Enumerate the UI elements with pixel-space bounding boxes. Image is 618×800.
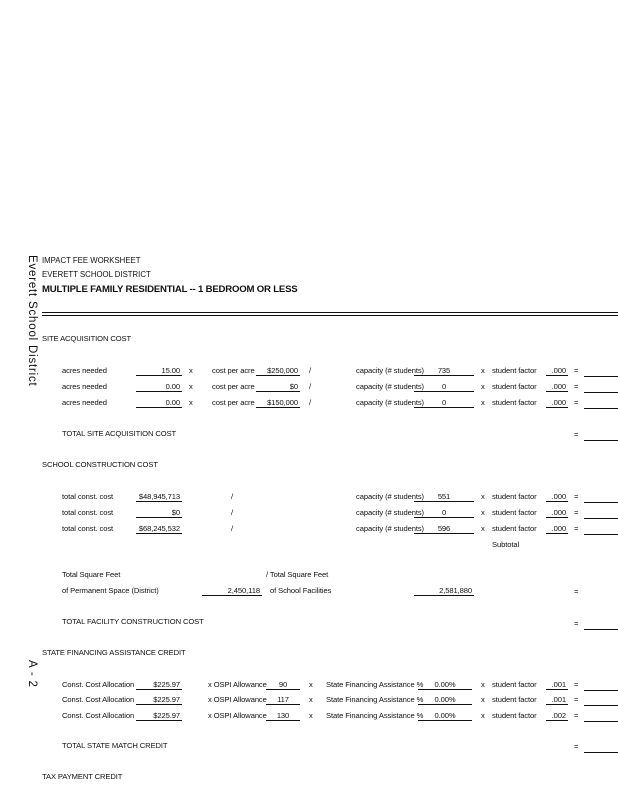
capacity-label: capacity (# students) xyxy=(356,492,424,501)
sqft-label-district-a: Total Square Feet xyxy=(62,570,121,579)
sf-label: student factor xyxy=(492,366,537,375)
equals: = xyxy=(574,524,579,533)
op: x xyxy=(189,398,193,407)
sqft-label-facilities-a: / Total Square Feet xyxy=(266,570,329,579)
sf-label: student factor xyxy=(492,680,537,689)
capacity-label: capacity (# students) xyxy=(356,366,424,375)
cost-label: cost per acre xyxy=(212,382,255,391)
sqft-label-district-b: of Permanent Space (District) xyxy=(62,586,159,595)
equals: = xyxy=(574,398,579,407)
row-label: Const. Cost Allocation xyxy=(62,711,135,720)
ospi-label: x OSPI Allowance xyxy=(208,680,267,689)
sf-value: .000 xyxy=(546,382,568,392)
site-heading: SITE ACQUISITION COST xyxy=(42,334,132,343)
row-value: 0.00 xyxy=(136,382,182,392)
op: x xyxy=(481,695,485,704)
sf-value: .000 xyxy=(546,366,568,376)
op: / xyxy=(231,508,234,517)
op: / xyxy=(309,366,312,375)
cost-label: cost per acre xyxy=(212,366,255,375)
op: x xyxy=(481,366,485,375)
op: / xyxy=(231,524,234,533)
header-divider-2 xyxy=(42,315,618,316)
equals: = xyxy=(574,587,579,596)
sfa-value: 0.00% xyxy=(418,711,472,721)
sqft-value-facilities: 2,581,880 xyxy=(414,586,474,596)
equals: = xyxy=(574,366,579,375)
capacity-label: capacity (# students) xyxy=(356,524,424,533)
sfa-label: State Financing Assistance % xyxy=(326,680,424,689)
capacity-value: 0 xyxy=(414,382,474,392)
row-label: Const. Cost Allocation xyxy=(62,695,135,704)
construction-total-label: TOTAL FACILITY CONSTRUCTION COST xyxy=(62,617,204,626)
sf-label: student factor xyxy=(492,492,537,501)
worksheet-label: IMPACT FEE WORKSHEET xyxy=(42,256,141,265)
result-blank xyxy=(584,508,618,519)
capacity-value: 735 xyxy=(414,366,474,376)
tax-heading: TAX PAYMENT CREDIT xyxy=(42,772,123,781)
op: x xyxy=(481,524,485,533)
construction-total-blank xyxy=(584,619,618,630)
sf-value: .002 xyxy=(546,711,568,721)
site-total-blank xyxy=(584,430,618,441)
state-total-label: TOTAL STATE MATCH CREDIT xyxy=(62,741,168,750)
site-total-label: TOTAL SITE ACQUISITION COST xyxy=(62,429,177,438)
op: x xyxy=(481,398,485,407)
op: / xyxy=(309,382,312,391)
page-title: MULTIPLE FAMILY RESIDENTIAL -- 1 BEDROOM OR LESS xyxy=(42,284,298,295)
op: x xyxy=(309,695,313,704)
equals: = xyxy=(574,695,579,704)
sf-label: student factor xyxy=(492,398,537,407)
op: x xyxy=(481,492,485,501)
district-label: EVERETT SCHOOL DISTRICT xyxy=(42,270,151,279)
sfa-value: 0.00% xyxy=(418,695,472,705)
cost-value: $250,000 xyxy=(256,366,300,376)
row-label: acres needed xyxy=(62,382,107,391)
cost-value: $150,000 xyxy=(256,398,300,408)
row-value: 0.00 xyxy=(136,398,182,408)
sf-label: student factor xyxy=(492,711,537,720)
ospi-value: 130 xyxy=(266,711,300,721)
result-blank xyxy=(584,366,618,377)
ospi-label: x OSPI Allowance xyxy=(208,711,267,720)
sf-label: student factor xyxy=(492,524,537,533)
op: x xyxy=(189,382,193,391)
sqft-label-facilities-b: of School Facilities xyxy=(270,586,332,595)
op: x xyxy=(481,508,485,517)
row-value: $48,945,713 xyxy=(136,492,182,502)
capacity-label: capacity (# students) xyxy=(356,398,424,407)
subtotal-label: Subtotal xyxy=(492,540,520,549)
ospi-label: x OSPI Allowance xyxy=(208,695,267,704)
capacity-label: capacity (# students) xyxy=(356,508,424,517)
sfa-value: 0.00% xyxy=(418,680,472,690)
op: x xyxy=(309,680,313,689)
equals: = xyxy=(574,508,579,517)
op: x xyxy=(481,382,485,391)
sf-label: student factor xyxy=(492,508,537,517)
equals: = xyxy=(574,619,579,628)
state-heading: STATE FINANCING ASSISTANCE CREDIT xyxy=(42,648,186,657)
sf-value: .000 xyxy=(546,508,568,518)
row-label: total const. cost xyxy=(62,524,114,533)
sf-value: .000 xyxy=(546,492,568,502)
sqft-value-district: 2,450,118 xyxy=(202,586,262,596)
side-page-number: A - 2 xyxy=(26,660,38,688)
op: / xyxy=(309,398,312,407)
capacity-value: 551 xyxy=(414,492,474,502)
equals: = xyxy=(574,492,579,501)
sf-label: student factor xyxy=(492,695,537,704)
row-label: Const. Cost Allocation xyxy=(62,680,135,689)
op: x xyxy=(189,366,193,375)
ospi-value: 117 xyxy=(266,695,300,705)
construction-heading: SCHOOL CONSTRUCTION COST xyxy=(42,460,158,469)
row-value: $225.97 xyxy=(136,695,182,705)
result-blank xyxy=(584,382,618,393)
sf-value: .001 xyxy=(546,680,568,690)
row-value: $68,245,532 xyxy=(136,524,182,534)
sf-value: .001 xyxy=(546,695,568,705)
result-blank xyxy=(584,711,618,722)
row-value: $225.97 xyxy=(136,680,182,690)
side-district-label: Everett School District xyxy=(26,255,38,387)
cost-value: $0 xyxy=(256,382,300,392)
result-blank xyxy=(584,398,618,409)
result-blank xyxy=(584,492,618,503)
op: x xyxy=(481,680,485,689)
row-value: $0 xyxy=(136,508,182,518)
result-blank xyxy=(584,680,618,691)
equals: = xyxy=(574,680,579,689)
sf-value: .000 xyxy=(546,524,568,534)
capacity-value: 0 xyxy=(414,398,474,408)
op: / xyxy=(231,492,234,501)
equals: = xyxy=(574,430,579,439)
row-label: acres needed xyxy=(62,366,107,375)
result-blank xyxy=(584,524,618,535)
sfa-label: State Financing Assistance % xyxy=(326,695,424,704)
row-label: total const. cost xyxy=(62,492,114,501)
capacity-label: capacity (# students) xyxy=(356,382,424,391)
row-value: $225.97 xyxy=(136,711,182,721)
equals: = xyxy=(574,382,579,391)
sfa-label: State Financing Assistance % xyxy=(326,711,424,720)
capacity-value: 0 xyxy=(414,508,474,518)
row-label: total const. cost xyxy=(62,508,114,517)
equals: = xyxy=(574,742,579,751)
row-value: 15.00 xyxy=(136,366,182,376)
row-label: acres needed xyxy=(62,398,107,407)
header-divider xyxy=(42,312,618,313)
op: x xyxy=(481,711,485,720)
op: x xyxy=(309,711,313,720)
ospi-value: 90 xyxy=(266,680,300,690)
capacity-value: 596 xyxy=(414,524,474,534)
state-total-blank xyxy=(584,742,618,753)
sf-label: student factor xyxy=(492,382,537,391)
equals: = xyxy=(574,711,579,720)
result-blank xyxy=(584,695,618,706)
sf-value: .000 xyxy=(546,398,568,408)
cost-label: cost per acre xyxy=(212,398,255,407)
